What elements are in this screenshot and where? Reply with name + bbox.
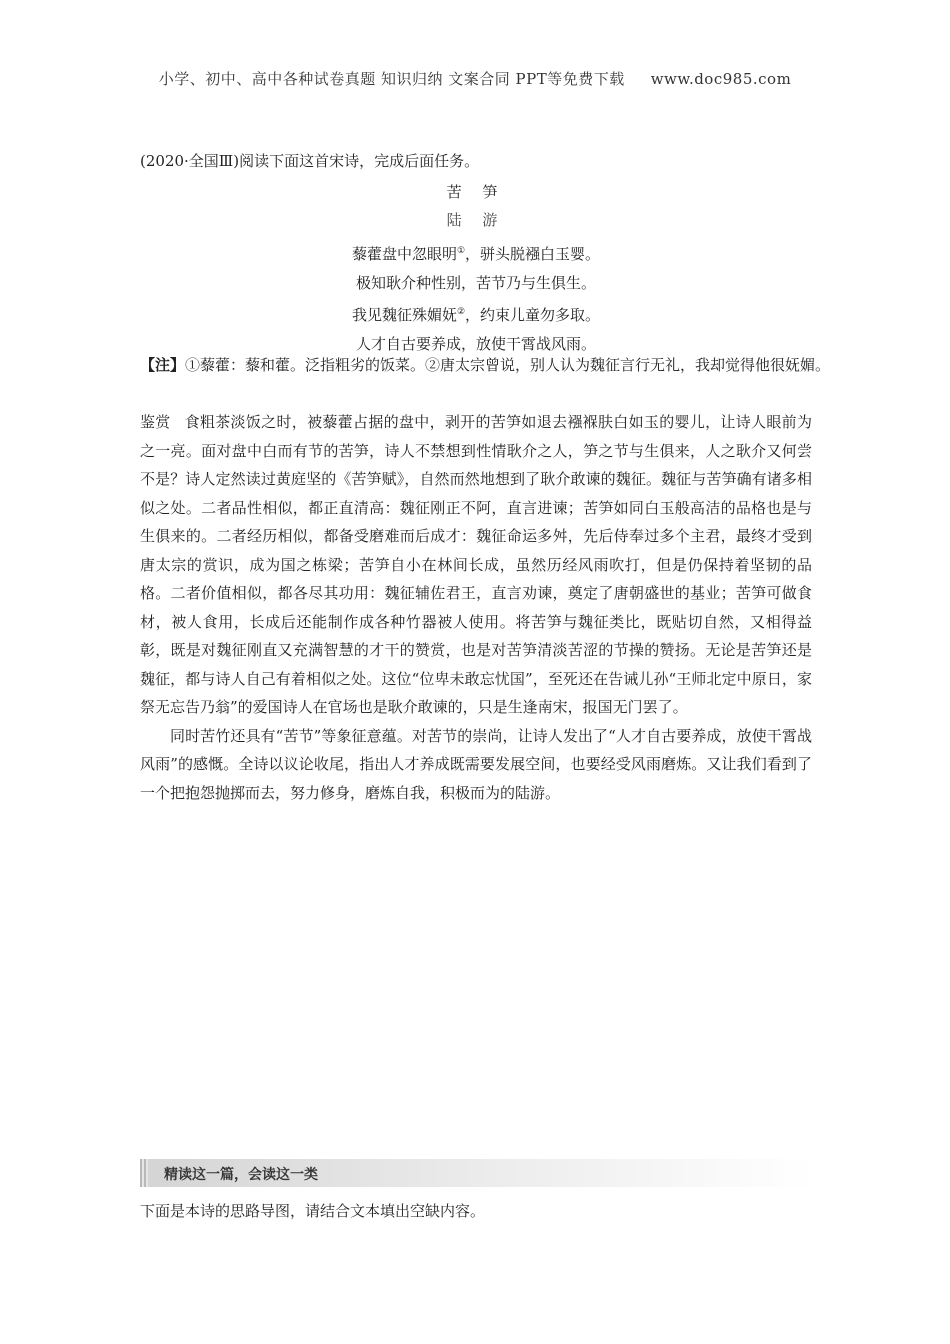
poem-author: 陆 游 (446, 211, 506, 229)
banner-stripe-decoration (140, 1159, 148, 1187)
poem-line: 人才自古要养成，放使干霄战风雨。 (355, 335, 596, 353)
appreciation-tag: 鉴赏 (140, 413, 171, 431)
note-tag: 【注】 (140, 356, 186, 374)
section-banner (140, 1159, 812, 1187)
poem-body (140, 237, 812, 359)
task-instruction: 下面是本诗的思路导图，请结合文本填出空缺内容。 (140, 1202, 486, 1220)
header-url[interactable]: www.doc985.com (650, 70, 792, 88)
appreciation-paragraph-2: 同时苦竹还具有“苦节”等象征意蕴。对苦节的崇尚，让诗人发出了“人才自古要养成，放使干霄战风雨”的感慨。全诗以议论收尾，指出人才养成既需要发展空间，也要经受风雨磨炼。又让我们看到了一个把抱怨抛掷而去，努力修身，磨炼自我，积极而为的陆游。 (140, 726, 812, 802)
question-intro: (2020·全国Ⅲ)阅读下面这首宋诗，完成后面任务。 (140, 152, 480, 170)
footnote-marker: ① (456, 246, 466, 256)
note-text: ①藜藿：藜和藿。泛指粗劣的饭菜。②唐太宗曾说，别人认为魏征言行无礼，我却觉得他很妩媚。 (185, 356, 831, 374)
poem-title: 苦 笋 (446, 183, 506, 201)
appreciation-section (140, 408, 812, 807)
appreciation-paragraph-1: 鉴赏 食粗茶淡饭之时，被藜藿占据的盘中，剥开的苦笋如退去襁褓肤白如玉的婴儿，让诗人眼前为之一亮。面对盘中白而有节的苦笋，诗人不禁想到性情耿介之人，笋之节与生俱来，人之耿介又何尝不是？诗人定然读过黄庭坚的《苦笋赋》，自然而然地想到了耿介敢谏的魏征。魏征与苦笋确有诸多相似之处。二者品性相似，都正直清高：魏征刚正不阿，直言进谏；苦笋如同白玉般高洁的品格也是与生俱来的。二者经历相似，都备受磨难而后成才：魏征命运多舛，先后侍奉过多个主君，最终才受到唐太宗的赏识，成为国之栋梁；苦笋自小在林间长成，虽然历经风雨吹打，但是仍保持着坚韧的品格。二者价值相似，都各尽其功用：魏征辅佐君王，直言劝谏，奠定了唐朝盛世的基业；苦笋可做食材，被人食用，长成后还能制作成各种竹器被人使用。将苦笋与魏征类比，既贴切自然，又相得益彰，既是对魏征刚直又充满智慧的才干的赞赏，也是对苦笋清淡苦涩的节操的赞扬。无论是苦笋还是魏征，都与诗人自己有着相似之处。这位“位卑未敢忘忧国”，至死还在告诫儿孙“王师北定中原日，家祭无忘告乃翁”的爱国诗人在官场也是耿介敢谏的，只是生逢南宋，报国无门罢了。 (140, 413, 812, 716)
section-banner-label: 精读这一篇，会读这一类 (164, 1167, 318, 1183)
poem-line: 极知耿介种性别，苦节乃与生俱生。 (355, 274, 596, 292)
footnote-marker: ② (456, 307, 466, 317)
page-header (0, 68, 950, 89)
header-site-text: 小学、初中、高中各种试卷真题 知识归纳 文案合同 PPT等免费下载 (158, 70, 625, 88)
poem-line: 藜藿盘中忽眼明①，骈头脱襁白玉婴。 (351, 245, 601, 263)
poem-notes (140, 353, 856, 378)
poem-line: 我见魏征殊媚妩②，约束儿童勿多取。 (351, 306, 601, 324)
